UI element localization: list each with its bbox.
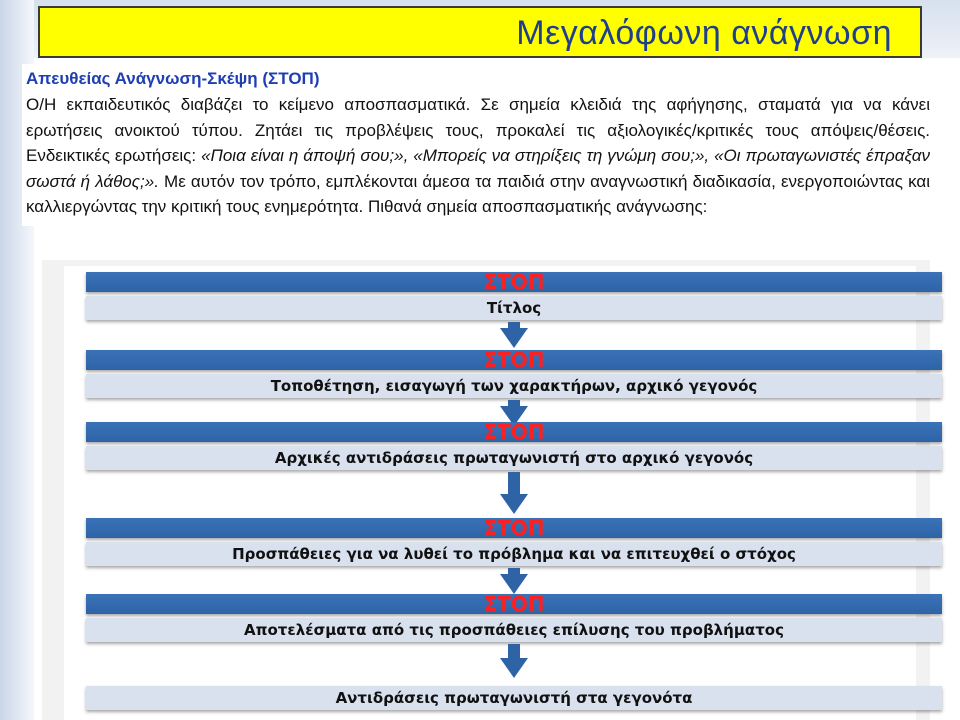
stop-bar	[86, 422, 942, 442]
diagram-canvas	[64, 266, 916, 720]
body-paragraph	[26, 92, 930, 220]
paragraph-part-1: Ο/Η εκπαιδευτικός διαβάζει το κείμενο αποσπασματικά. Σε σημεία κλειδιά της αφήγησης, σταματά για να κάνει ερωτήσεις ανοικτού τύπου. Ζητάει τις προβλέψεις τους, προκαλεί τις αξιολογικές/κριτικές τους απόψεις/θέσεις. Ενδεικτικές ερωτήσεις:	[26, 95, 930, 166]
step-bar	[86, 446, 942, 470]
reading-stops-diagram	[42, 260, 930, 720]
stop-bar	[86, 594, 942, 614]
down-arrow-icon	[500, 574, 528, 594]
step-bar	[86, 618, 942, 642]
stop-label: ΣΤΟΠ	[483, 516, 545, 540]
stop-label: ΣΤΟΠ	[483, 592, 545, 616]
step-bar	[86, 296, 942, 320]
paragraph-part-2: Με αυτόν τον τρόπο, εμπλέκονται άμεσα τα παιδιά στην αναγνωστική διαδικασία, ενεργοποιώντας και καλλιεργώντας την κριτική τους ενημερότητα. Πιθανά σημεία αποσπασματικής ανάγνωσης:	[26, 171, 930, 217]
step-label-initial-reactions: Αρχικές αντιδράσεις πρωταγωνιστή στο αρχικό γεγονός	[274, 449, 754, 467]
stop-bar	[86, 518, 942, 538]
step-bar	[86, 374, 942, 398]
step-label-results: Αποτελέσματα από τις προσπάθειες επίλυσης του προβλήματος	[244, 621, 784, 639]
stop-bar	[86, 272, 942, 292]
stop-bar	[86, 350, 942, 370]
step-bar	[86, 686, 942, 710]
step-bar	[86, 542, 942, 566]
stop-label: ΣΤΟΠ	[483, 270, 545, 294]
arrow-stem	[508, 472, 520, 496]
step-label-attempts: Προσπάθειες για να λυθεί το πρόβλημα και να επιτευχθεί ο στόχος	[232, 545, 796, 563]
stop-label: ΣΤΟΠ	[483, 348, 545, 372]
down-arrow-icon	[500, 658, 528, 678]
slide-title: Μεγαλόφωνη ανάγνωση	[516, 14, 892, 52]
title-banner	[38, 6, 922, 58]
down-arrow-icon	[500, 328, 528, 348]
text-block	[22, 64, 934, 226]
step-label-setting: Τοποθέτηση, εισαγωγή των χαρακτήρων, αρχικό γεγονός	[270, 377, 758, 395]
stop-label: ΣΤΟΠ	[483, 420, 545, 444]
step-label-title: Τίτλος	[486, 299, 542, 317]
step-label-reactions: Αντιδράσεις πρωταγωνιστή στα γεγονότα	[335, 689, 693, 707]
example-questions: «Ποια είναι η άποψή σου;», «Μπορείς να στηρίξεις τη γνώμη σου;», «Οι πρωταγωνιστές έπραξαν σωστά ή λάθος;».	[26, 146, 930, 191]
section-heading: Απευθείας Ανάγνωση-Σκέψη (ΣΤΟΠ)	[26, 69, 320, 88]
down-arrow-icon	[500, 494, 528, 514]
